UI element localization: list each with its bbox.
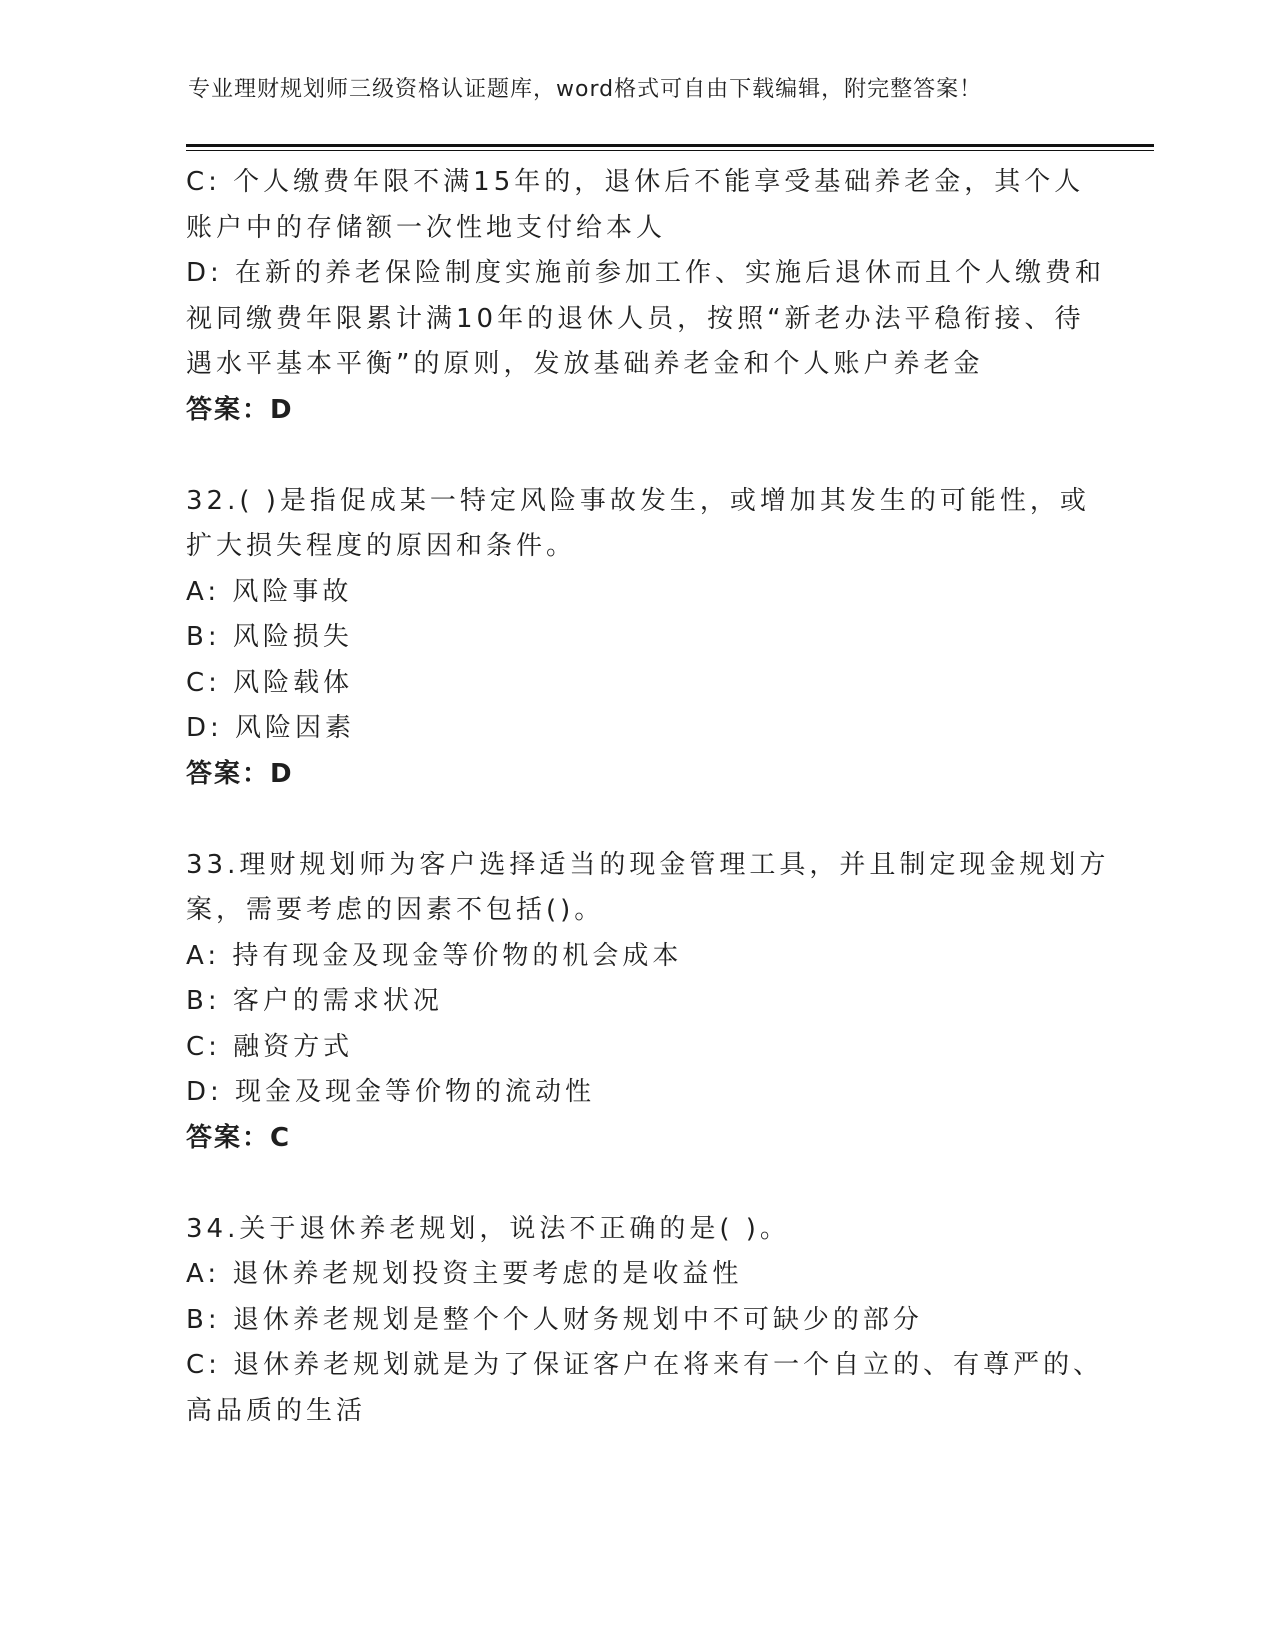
header-rule-thick	[186, 144, 1154, 147]
question-32-text-line-2: 扩大损失程度的原因和条件。	[186, 531, 577, 561]
question-34-option-c-line-1: C: 退休养老规划就是为了保证客户在将来有一个自立的、有尊严的、	[186, 1350, 1104, 1380]
option-c-line-1: C: 个人缴费年限不满15年的，退休后不能享受基础养老金，其个人	[186, 167, 1085, 197]
page-header: 专业理财规划师三级资格认证题库，word格式可自由下载编辑，附完整答案！	[188, 77, 983, 102]
question-34	[186, 1207, 1104, 1435]
question-33-text-line-2: 案，需要考虑的因素不包括()。	[186, 895, 605, 925]
question-33-option-d: D: 现金及现金等价物的流动性	[186, 1077, 596, 1107]
answer-33: 答案：C	[186, 1122, 292, 1153]
option-d-line-3: 遇水平基本平衡”的原则，发放基础养老金和个人账户养老金	[186, 349, 984, 379]
question-33-option-c: C: 融资方式	[186, 1031, 354, 1062]
question-33-text-line-1: 33.理财规划师为客户选择适当的现金管理工具，并且制定现金规划方	[186, 849, 1110, 880]
question-34-option-a: A: 退休养老规划投资主要考虑的是收益性	[186, 1259, 743, 1289]
header-rule-thin	[186, 150, 1154, 151]
option-d-line-1: D: 在新的养老保险制度实施前参加工作、实施后退休而且个人缴费和	[186, 258, 1106, 288]
document-body	[186, 160, 1110, 1434]
question-34-text-line-1: 34.关于退休养老规划，说法不正确的是( )。	[186, 1213, 790, 1244]
question-32	[186, 479, 1090, 798]
question-32-option-a: A: 风险事故	[186, 576, 353, 607]
spacer	[186, 797, 1086, 843]
option-c-line-2: 账户中的存储额一次性地支付给本人	[186, 212, 667, 243]
option-d-line-2: 视同缴费年限累计满10年的退休人员，按照“新老办法平稳衔接、待	[186, 303, 1085, 334]
question-31-tail	[186, 160, 1106, 433]
question-32-text-line-1: 32.( )是指促成某一特定风险事故发生，或增加其发生的可能性，或	[186, 485, 1090, 516]
question-32-option-b: B: 风险损失	[186, 622, 353, 652]
spacer	[186, 1161, 1086, 1207]
question-32-option-d: D: 风险因素	[186, 713, 356, 743]
question-32-option-c: C: 风险载体	[186, 667, 354, 698]
question-34-option-b: B: 退休养老规划是整个个人财务规划中不可缺少的部分	[186, 1304, 923, 1335]
question-33-option-a: A: 持有现金及现金等价物的机会成本	[186, 940, 683, 971]
question-34-option-c-line-2: 高品质的生活	[186, 1395, 367, 1426]
spacer	[186, 433, 1086, 479]
question-33-option-b: B: 客户的需求状况	[186, 986, 443, 1016]
answer-32: 答案：D	[186, 758, 294, 789]
answer-31: 答案：D	[186, 394, 294, 425]
question-33	[186, 843, 1110, 1162]
